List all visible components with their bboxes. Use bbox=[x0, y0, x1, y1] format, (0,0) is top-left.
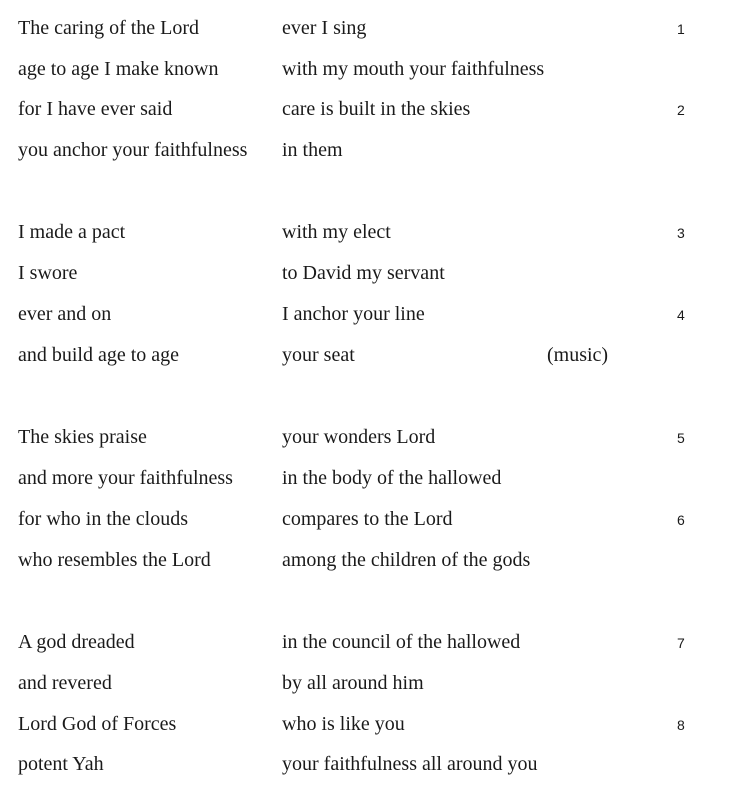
line-first-half: I made a pact bbox=[18, 221, 126, 243]
verse-number: 5 bbox=[677, 430, 685, 446]
line-second-half: by all around him bbox=[282, 672, 424, 694]
verse-number: 3 bbox=[677, 225, 685, 241]
line-first-half: for who in the clouds bbox=[18, 508, 188, 530]
line-second-half: compares to the Lord bbox=[282, 508, 453, 530]
line-second-half: who is like you bbox=[282, 713, 405, 735]
verse-number: 2 bbox=[677, 102, 685, 118]
verse-line bbox=[0, 16, 734, 57]
line-second-half: ever I sing bbox=[282, 17, 367, 39]
line-first-half: I swore bbox=[18, 262, 78, 284]
line-second-half: your wonders Lord bbox=[282, 426, 436, 448]
verse-line bbox=[0, 548, 734, 589]
verse-number: 6 bbox=[677, 512, 685, 528]
verse-line bbox=[0, 343, 734, 384]
line-second-half: in them bbox=[282, 139, 343, 161]
verse-line bbox=[0, 97, 734, 138]
line-second-half: your faithfulness all around you bbox=[282, 753, 538, 775]
verse-number: 4 bbox=[677, 307, 685, 323]
verse-line bbox=[0, 261, 734, 302]
line-second-half: in the council of the hallowed bbox=[282, 631, 521, 653]
line-second-half: to David my servant bbox=[282, 262, 445, 284]
verse-line bbox=[0, 425, 734, 466]
line-second-half: I anchor your line bbox=[282, 303, 425, 325]
line-first-half: Lord God of Forces bbox=[18, 713, 177, 735]
line-second-half: among the children of the gods bbox=[282, 549, 531, 571]
line-first-half: age to age I make known bbox=[18, 58, 219, 80]
music-note: (music) bbox=[547, 344, 609, 366]
verse-line bbox=[0, 220, 734, 261]
line-first-half: The caring of the Lord bbox=[18, 17, 200, 39]
line-second-half: care is built in the skies bbox=[282, 98, 471, 120]
line-first-half: potent Yah bbox=[18, 753, 104, 775]
verse-line bbox=[0, 138, 734, 179]
line-first-half: and build age to age bbox=[18, 344, 180, 366]
line-first-half: for I have ever said bbox=[18, 98, 173, 120]
line-first-half: and more your faithfulness bbox=[18, 467, 233, 489]
line-first-half: The skies praise bbox=[18, 426, 147, 448]
verse-line bbox=[0, 752, 734, 793]
verse-line bbox=[0, 630, 734, 671]
line-second-half: with my mouth your faithfulness bbox=[282, 58, 545, 80]
verse-number: 7 bbox=[677, 635, 685, 651]
verse-line bbox=[0, 507, 734, 548]
verse-line bbox=[0, 57, 734, 98]
verse-number: 1 bbox=[677, 21, 685, 37]
line-first-half: you anchor your faithfulness bbox=[18, 139, 248, 161]
verse-line bbox=[0, 671, 734, 712]
line-first-half: ever and on bbox=[18, 303, 112, 325]
line-second-half: in the body of the hallowed bbox=[282, 467, 502, 489]
line-second-half: your seat bbox=[282, 344, 355, 366]
verse-line bbox=[0, 712, 734, 753]
line-second-half: with my elect bbox=[282, 221, 391, 243]
line-first-half: who resembles the Lord bbox=[18, 549, 211, 571]
verse-line bbox=[0, 302, 734, 343]
line-first-half: and revered bbox=[18, 672, 112, 694]
line-first-half: A god dreaded bbox=[18, 631, 135, 653]
verse-number: 8 bbox=[677, 717, 685, 733]
verse-line bbox=[0, 466, 734, 507]
